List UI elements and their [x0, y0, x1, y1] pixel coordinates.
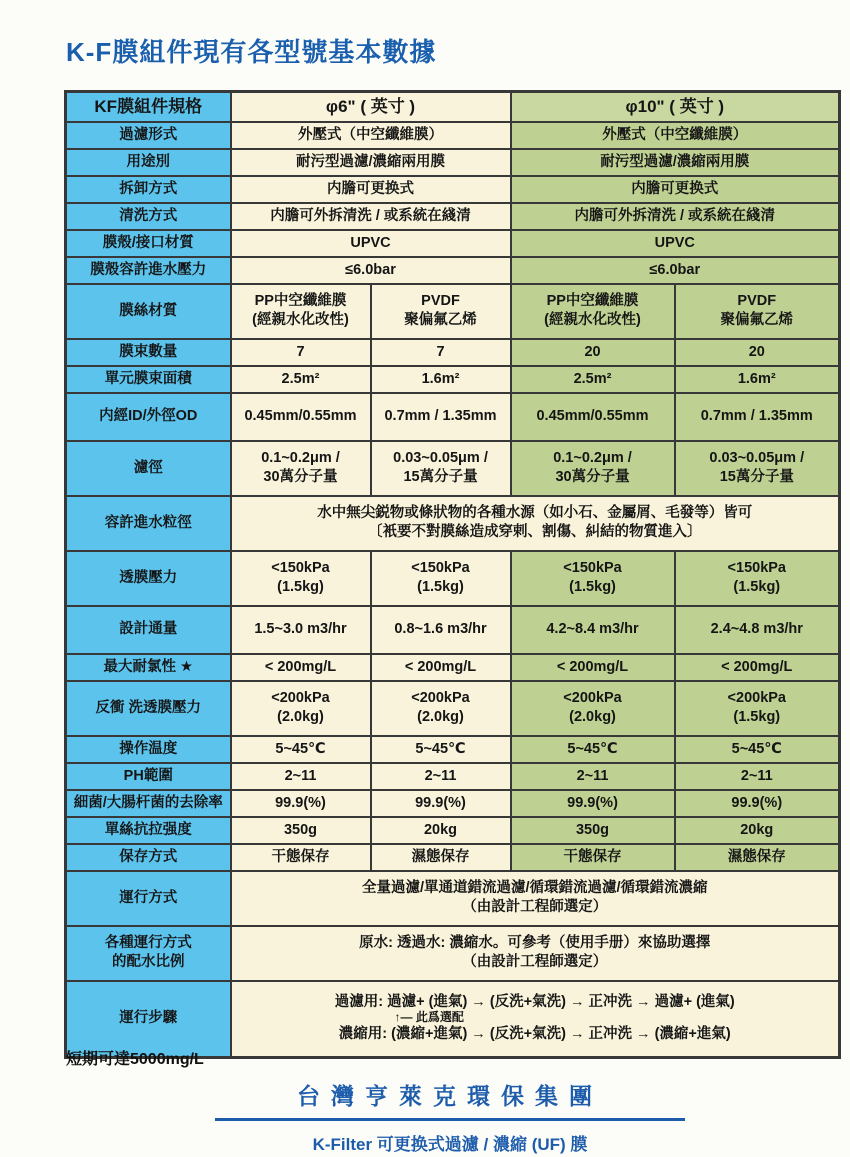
table-cell: 5~45℃ — [675, 736, 840, 763]
row-label: 容許進水粒徑 — [66, 496, 231, 551]
table-cell: 2.4~4.8 m3/hr — [675, 606, 840, 654]
table-row — [66, 736, 840, 763]
table-row — [66, 257, 840, 284]
table-cell: 水中無尖鋭物或條狀物的各種水源（如小石、金屬屑、毛發等）皆可 〔衹要不對膜絲造成穿剌、割傷、糾結的物質進入〕 — [231, 496, 840, 551]
table-cell: 外壓式（中空纖維膜） — [231, 122, 511, 149]
table-row — [66, 149, 840, 176]
table-cell: <150kPa (1.5kg) — [511, 551, 675, 606]
row-label: 清洗方式 — [66, 203, 231, 230]
table-cell: 2.5m² — [231, 366, 371, 393]
footer-underline — [215, 1118, 685, 1121]
table-cell: <150kPa (1.5kg) — [231, 551, 371, 606]
table-cell: 350g — [511, 817, 675, 844]
table-row — [66, 496, 840, 551]
table-cell: 2.5m² — [511, 366, 675, 393]
row-label: 透膜壓力 — [66, 551, 231, 606]
table-row — [66, 393, 840, 441]
table-row — [66, 817, 840, 844]
table-cell: 20kg — [371, 817, 511, 844]
table-cell: 2~11 — [231, 763, 371, 790]
company-name: 台灣亨萊克環保集團 — [297, 1083, 603, 1109]
table-cell: 99.9(%) — [511, 790, 675, 817]
table-cell: 0.03~0.05μm / 15萬分子量 — [675, 441, 840, 496]
table-row — [66, 441, 840, 496]
table-cell: 内膽可外拆清洗 / 或系統在綫清 — [231, 203, 511, 230]
table-cell: ≤6.0bar — [511, 257, 840, 284]
table-cell: 4.2~8.4 m3/hr — [511, 606, 675, 654]
table-row — [66, 926, 840, 981]
table-cell: 0.03~0.05μm / 15萬分子量 — [371, 441, 511, 496]
row-label: 各種運行方式 的配水比例 — [66, 926, 231, 981]
table-row — [66, 339, 840, 366]
table-cell: 5~45℃ — [231, 736, 371, 763]
row-label: 運行方式 — [66, 871, 231, 926]
table-cell: 濕態保存 — [371, 844, 511, 871]
table-cell: 2~11 — [371, 763, 511, 790]
table-cell: <150kPa (1.5kg) — [675, 551, 840, 606]
header-spec-label: KF膜組件規格 — [66, 92, 231, 122]
table-cell: 1.6m² — [675, 366, 840, 393]
table-row — [66, 176, 840, 203]
table-row — [66, 871, 840, 926]
table-cell: < 200mg/L — [371, 654, 511, 681]
row-label: 單絲抗拉强度 — [66, 817, 231, 844]
table-cell: <200kPa (2.0kg) — [231, 681, 371, 736]
table-cell: <200kPa (2.0kg) — [371, 681, 511, 736]
table-row — [66, 606, 840, 654]
row-label: 保存方式 — [66, 844, 231, 871]
table-cell: PVDF 聚偏氟乙烯 — [675, 284, 840, 339]
row-label: 單元膜束面積 — [66, 366, 231, 393]
table-cell: 耐污型過濾/濃縮兩用膜 — [231, 149, 511, 176]
footnote-short-term: 短期可達5000mg/L — [66, 1051, 204, 1068]
table-cell: 20 — [511, 339, 675, 366]
row-label: 拆卸方式 — [66, 176, 231, 203]
table-cell: 干態保存 — [231, 844, 371, 871]
table-cell: 5~45℃ — [371, 736, 511, 763]
table-cell: < 200mg/L — [231, 654, 371, 681]
table-cell: 1.6m² — [371, 366, 511, 393]
table-row — [66, 763, 840, 790]
table-cell: PP中空纖維膜 (經親水化改性) — [511, 284, 675, 339]
table-cell: 99.9(%) — [371, 790, 511, 817]
table-row — [66, 844, 840, 871]
row-label: 操作温度 — [66, 736, 231, 763]
table-cell: 0.8~1.6 m3/hr — [371, 606, 511, 654]
table-cell: 7 — [231, 339, 371, 366]
table-cell: 0.1~0.2μm / 30萬分子量 — [511, 441, 675, 496]
row-label: 過濾形式 — [66, 122, 231, 149]
table-cell: < 200mg/L — [511, 654, 675, 681]
table-cell: 5~45℃ — [511, 736, 675, 763]
table-row — [66, 654, 840, 681]
row-label: 膜殼/接口材質 — [66, 230, 231, 257]
table-cell: 0.45mm/0.55mm — [511, 393, 675, 441]
table-cell: < 200mg/L — [675, 654, 840, 681]
row-label: 反衝 洗透膜壓力 — [66, 681, 231, 736]
table-cell: 2~11 — [675, 763, 840, 790]
table-cell: 内膽可更换式 — [231, 176, 511, 203]
table-cell: 干態保存 — [511, 844, 675, 871]
footer-tagline: K-Filter 可更换式過濾 / 濃縮 (UF) 膜 — [312, 1135, 588, 1154]
table-cell: 内膽可外拆清洗 / 或系統在綫清 — [511, 203, 840, 230]
table-cell: 20kg — [675, 817, 840, 844]
table-cell: 7 — [371, 339, 511, 366]
table-row — [66, 203, 840, 230]
table-row — [66, 551, 840, 606]
table-cell: 外壓式（中空纖維膜） — [511, 122, 840, 149]
header-phi6: φ6" ( 英寸 ) — [231, 92, 511, 122]
table-cell: 濕態保存 — [675, 844, 840, 871]
row-label: 濾徑 — [66, 441, 231, 496]
table-cell: 2~11 — [511, 763, 675, 790]
table-cell: 0.7mm / 1.35mm — [675, 393, 840, 441]
table-cell: 過濾用: 過濾+ (進氣) → (反洗+氣洗) → 正冲洗 → 過濾+ (進氣) ↑— 此爲選配 濃縮用: (濃縮+進氣) → (反洗+氣洗) → 正冲洗 → (濃縮+進氣) — [231, 981, 840, 1058]
table-cell: UPVC — [231, 230, 511, 257]
table-cell: <150kPa (1.5kg) — [371, 551, 511, 606]
table-cell: 99.9(%) — [675, 790, 840, 817]
spec-table — [64, 90, 841, 1059]
row-label: 運行步驟 — [66, 981, 231, 1058]
row-label: 用途別 — [66, 149, 231, 176]
table-cell: 350g — [231, 817, 371, 844]
table-row — [66, 366, 840, 393]
table-row — [66, 790, 840, 817]
table-cell: PVDF 聚偏氟乙烯 — [371, 284, 511, 339]
row-label: 膜束數量 — [66, 339, 231, 366]
row-label: 膜絲材質 — [66, 284, 231, 339]
footer — [30, 1078, 850, 1155]
table-cell: 0.45mm/0.55mm — [231, 393, 371, 441]
table-row — [66, 681, 840, 736]
row-label: PH範圍 — [66, 763, 231, 790]
table-row — [66, 230, 840, 257]
table-header-row — [66, 92, 840, 122]
table-cell: PP中空纖維膜 (經親水化改性) — [231, 284, 371, 339]
header-phi10: φ10" ( 英寸 ) — [511, 92, 840, 122]
row-label: 細菌/大腸杆菌的去除率 — [66, 790, 231, 817]
row-label: 膜殼容許進水壓力 — [66, 257, 231, 284]
table-cell: UPVC — [511, 230, 840, 257]
row-label: 設計通量 — [66, 606, 231, 654]
table-cell: 99.9(%) — [231, 790, 371, 817]
row-label: 最大耐氯性 ★ — [66, 654, 231, 681]
table-cell: 0.1~0.2μm / 30萬分子量 — [231, 441, 371, 496]
table-cell: <200kPa (2.0kg) — [511, 681, 675, 736]
table-row — [66, 122, 840, 149]
table-cell: 20 — [675, 339, 840, 366]
table-cell: 原水: 透過水: 濃縮水。可參考（使用手册）來協助選擇 （由設計工程師選定） — [231, 926, 840, 981]
table-row — [66, 284, 840, 339]
table-cell: 0.7mm / 1.35mm — [371, 393, 511, 441]
table-cell: ≤6.0bar — [231, 257, 511, 284]
row-label: 内經ID/外徑OD — [66, 393, 231, 441]
table-cell: <200kPa (1.5kg) — [675, 681, 840, 736]
table-cell: 耐污型過濾/濃縮兩用膜 — [511, 149, 840, 176]
table-cell: 全量過濾/單通道錯流過濾/循環錯流過濾/循環錯流濃縮 （由設計工程師選定） — [231, 871, 840, 926]
table-cell: 内膽可更换式 — [511, 176, 840, 203]
page-title: K-F膜組件現有各型號基本數據 — [66, 37, 437, 67]
table-cell: 1.5~3.0 m3/hr — [231, 606, 371, 654]
